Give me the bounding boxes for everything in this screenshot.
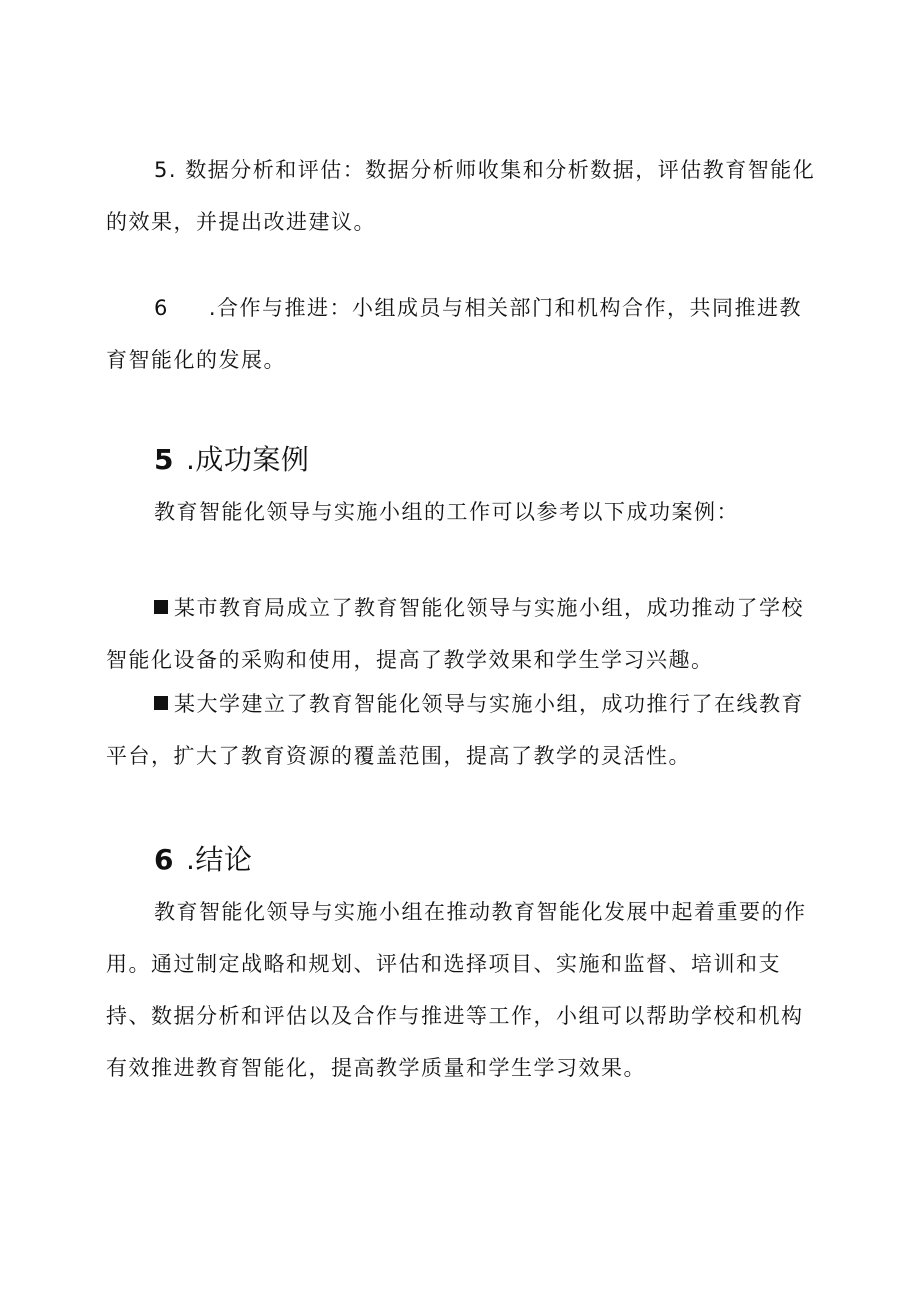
- conclusion-paragraph: 教育智能化领导与实施小组在推动教育智能化发展中起着重要的作用。通过制定战略和规划、评估和选择项目、实施和监督、培训和支持、数据分析和评估以及合作与推进等工作，小组可以帮助学校和机构有效推进教育智能化，提高教学质量和学生学习效果。: [106, 900, 807, 1080]
- item-number: 5: [154, 158, 169, 182]
- section-number: 6: [154, 843, 174, 876]
- case-text: 某大学建立了教育智能化领导与实施小组，成功推行了在线教育平台，扩大了教育资源的覆盖范围，提高了教学的灵活性。: [106, 692, 804, 768]
- bullet-square-icon: [154, 696, 168, 710]
- section-number: 5: [154, 443, 174, 476]
- section-heading-conclusion: [154, 840, 252, 880]
- item-text: . 数据分析和评估：数据分析师收集和分析数据，评估教育智能化的效果，并提出改进建议。: [106, 158, 816, 234]
- section-heading-success-cases: [154, 440, 309, 480]
- section-title: .结论: [185, 843, 253, 876]
- case-item-city-bureau: [106, 582, 822, 686]
- section-title: .成功案例: [185, 443, 310, 476]
- item-text: .合作与推进：小组成员与相关部门和机构合作，共同推进教育智能化的发展。: [106, 296, 803, 372]
- item-number: 6: [154, 296, 169, 320]
- bullet-square-icon: [154, 600, 168, 614]
- list-item-data-analysis: [106, 144, 822, 248]
- case-item-university: [106, 678, 822, 782]
- list-item-cooperation: [106, 282, 822, 386]
- section-intro: 教育智能化领导与实施小组的工作可以参考以下成功案例：: [154, 500, 739, 524]
- case-text: 某市教育局成立了教育智能化领导与实施小组，成功推动了学校智能化设备的采购和使用，提高了教学效果和学生学习兴趣。: [106, 596, 804, 672]
